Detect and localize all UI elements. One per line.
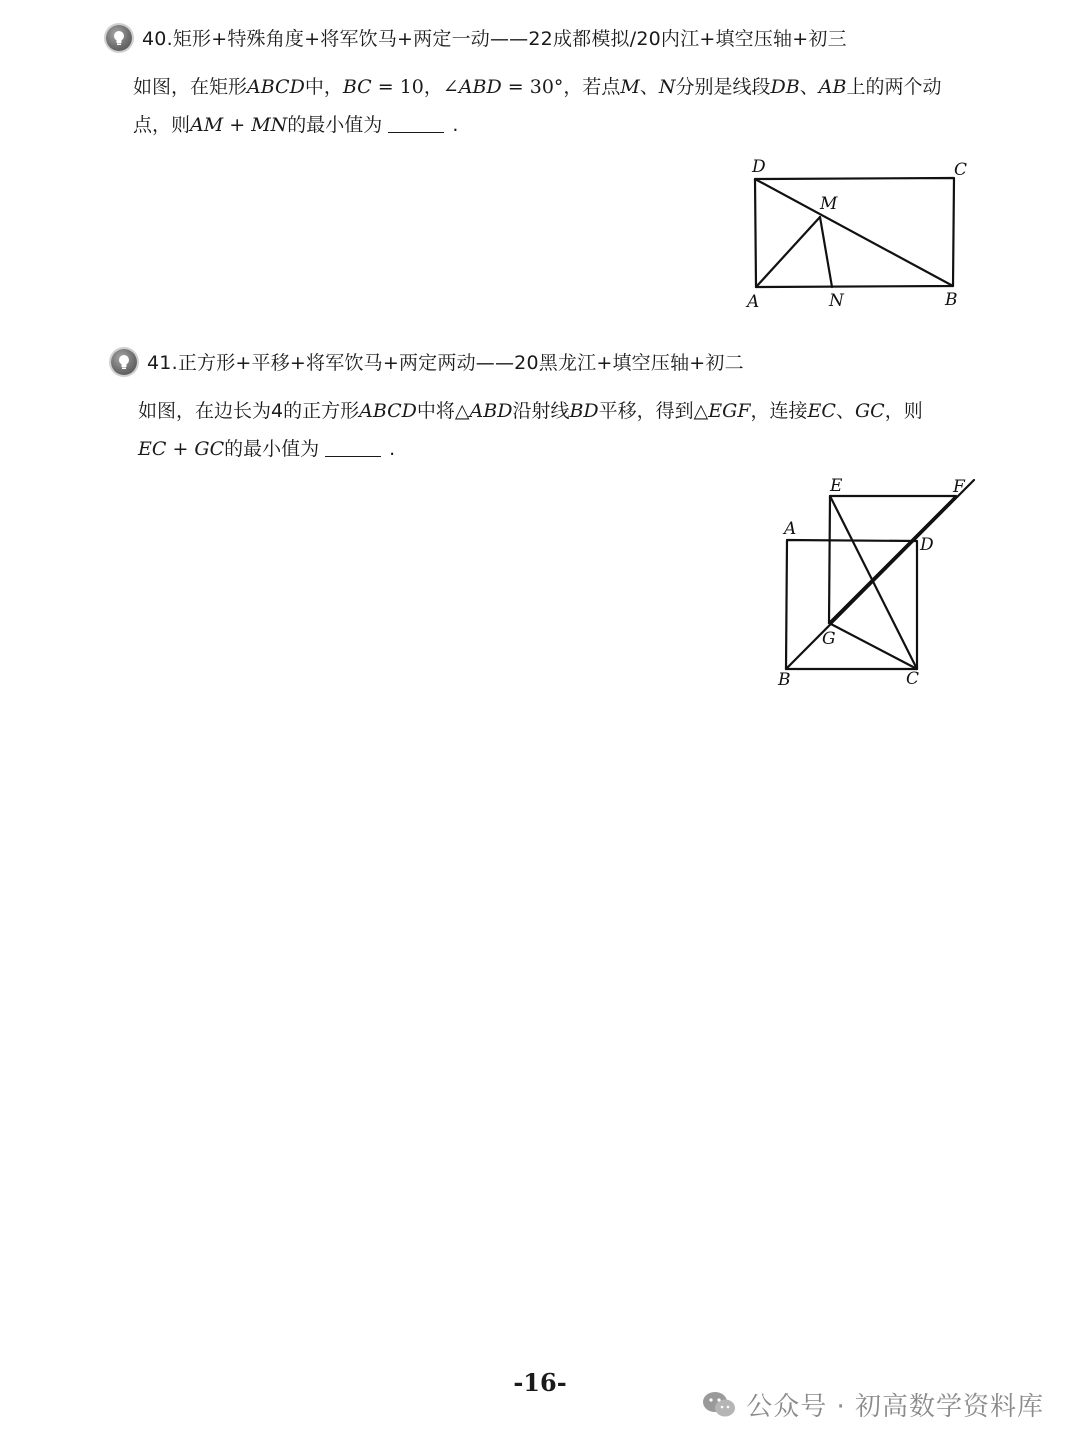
lightbulb-icon (106, 25, 132, 51)
problem-41-line-2 (138, 430, 923, 468)
math-var: AB (818, 76, 847, 98)
watermark-text: 公众号 · 初高数学资料库 (746, 1392, 1044, 1422)
problem-41-title: 41.正方形+平移+将军饮马+两定两动——20黑龙江+填空压轴+初二 (147, 352, 744, 374)
text-segment: . (452, 114, 459, 136)
math-var: EGF (708, 400, 751, 422)
diagonal-db (755, 179, 953, 286)
angle-symbol: ∠ (442, 76, 459, 98)
text-segment: ，连接 (750, 400, 808, 422)
math-var: EC (138, 438, 167, 460)
label-d: D (752, 157, 766, 177)
label-b: B (945, 290, 958, 310)
problem-40-text (133, 68, 941, 144)
segment-gc (829, 623, 917, 669)
text-segment: 平移，得到△ (598, 400, 709, 422)
answer-blank (388, 114, 444, 133)
text-segment: 、 (639, 76, 659, 98)
text-segment: 、 (799, 76, 819, 98)
label-m: M (820, 194, 838, 214)
watermark (702, 1386, 1044, 1423)
label-g: G (822, 629, 836, 649)
wechat-icon (702, 1391, 736, 1419)
text-segment: 中， (304, 76, 343, 98)
text-segment: 点，则 (133, 114, 191, 136)
text-segment: 沿射线 (512, 400, 570, 422)
problem-40-title: 40.矩形+特殊角度+将军饮马+两定一动——22成都模拟/20内江+填空压轴+初三 (142, 28, 847, 50)
math-var: ABD (469, 400, 513, 422)
lightbulb-icon (111, 349, 137, 375)
text-segment: 的最小值为 (224, 438, 320, 460)
text-segment: 如图，在边长为4的正方形 (138, 400, 360, 422)
text-segment: 中将△ (416, 400, 470, 422)
text-segment: 如图，在矩形 (133, 76, 248, 98)
problem-40-figure (740, 150, 990, 320)
math-var: GC (854, 400, 885, 422)
math-var: GC (194, 438, 225, 460)
problem-41-figure (770, 470, 990, 690)
math-expr: + (223, 114, 252, 136)
math-expr: = 30°，若点 (501, 76, 621, 98)
math-var: BD (569, 400, 599, 422)
label-c: C (906, 669, 920, 689)
segment-mn (820, 217, 832, 287)
text-segment: . (389, 438, 396, 460)
math-var: AM (190, 114, 224, 136)
answer-blank (325, 438, 381, 457)
segment-ec (830, 496, 917, 669)
problem-41-text (138, 392, 923, 468)
math-expr: = 10， (371, 76, 443, 98)
text-segment: 上的两个动 (846, 76, 942, 98)
label-c: C (954, 160, 968, 180)
math-var: EC (807, 400, 836, 422)
label-d: D (920, 535, 934, 555)
label-a: A (747, 292, 760, 312)
math-var: MN (251, 114, 288, 136)
math-var: DB (770, 76, 800, 98)
problem-40-header (106, 24, 847, 51)
math-expr: + (166, 438, 195, 460)
math-var: ABD (458, 76, 502, 98)
triangle-egf (829, 496, 956, 623)
math-var: BC (342, 76, 372, 98)
label-b: B (778, 670, 791, 690)
text-segment: 的最小值为 (287, 114, 383, 136)
label-a: A (784, 519, 797, 539)
math-var: ABCD (359, 400, 417, 422)
math-var: M (620, 76, 640, 98)
text-segment: 、 (835, 400, 855, 422)
problem-41-line-1 (138, 392, 923, 430)
text-segment: ，则 (884, 400, 923, 422)
ray-bd-extension (786, 480, 974, 669)
segment-am (756, 217, 820, 287)
label-f: F (953, 477, 965, 497)
label-e: E (830, 476, 843, 496)
math-var: ABCD (247, 76, 305, 98)
label-n: N (829, 291, 844, 311)
math-var: N (658, 76, 676, 98)
page-number: -16- (513, 1368, 567, 1397)
problem-41-header (111, 348, 744, 375)
text-segment: 分别是线段 (675, 76, 771, 98)
problem-40-line-1 (133, 68, 941, 106)
problem-40-line-2 (133, 106, 941, 144)
